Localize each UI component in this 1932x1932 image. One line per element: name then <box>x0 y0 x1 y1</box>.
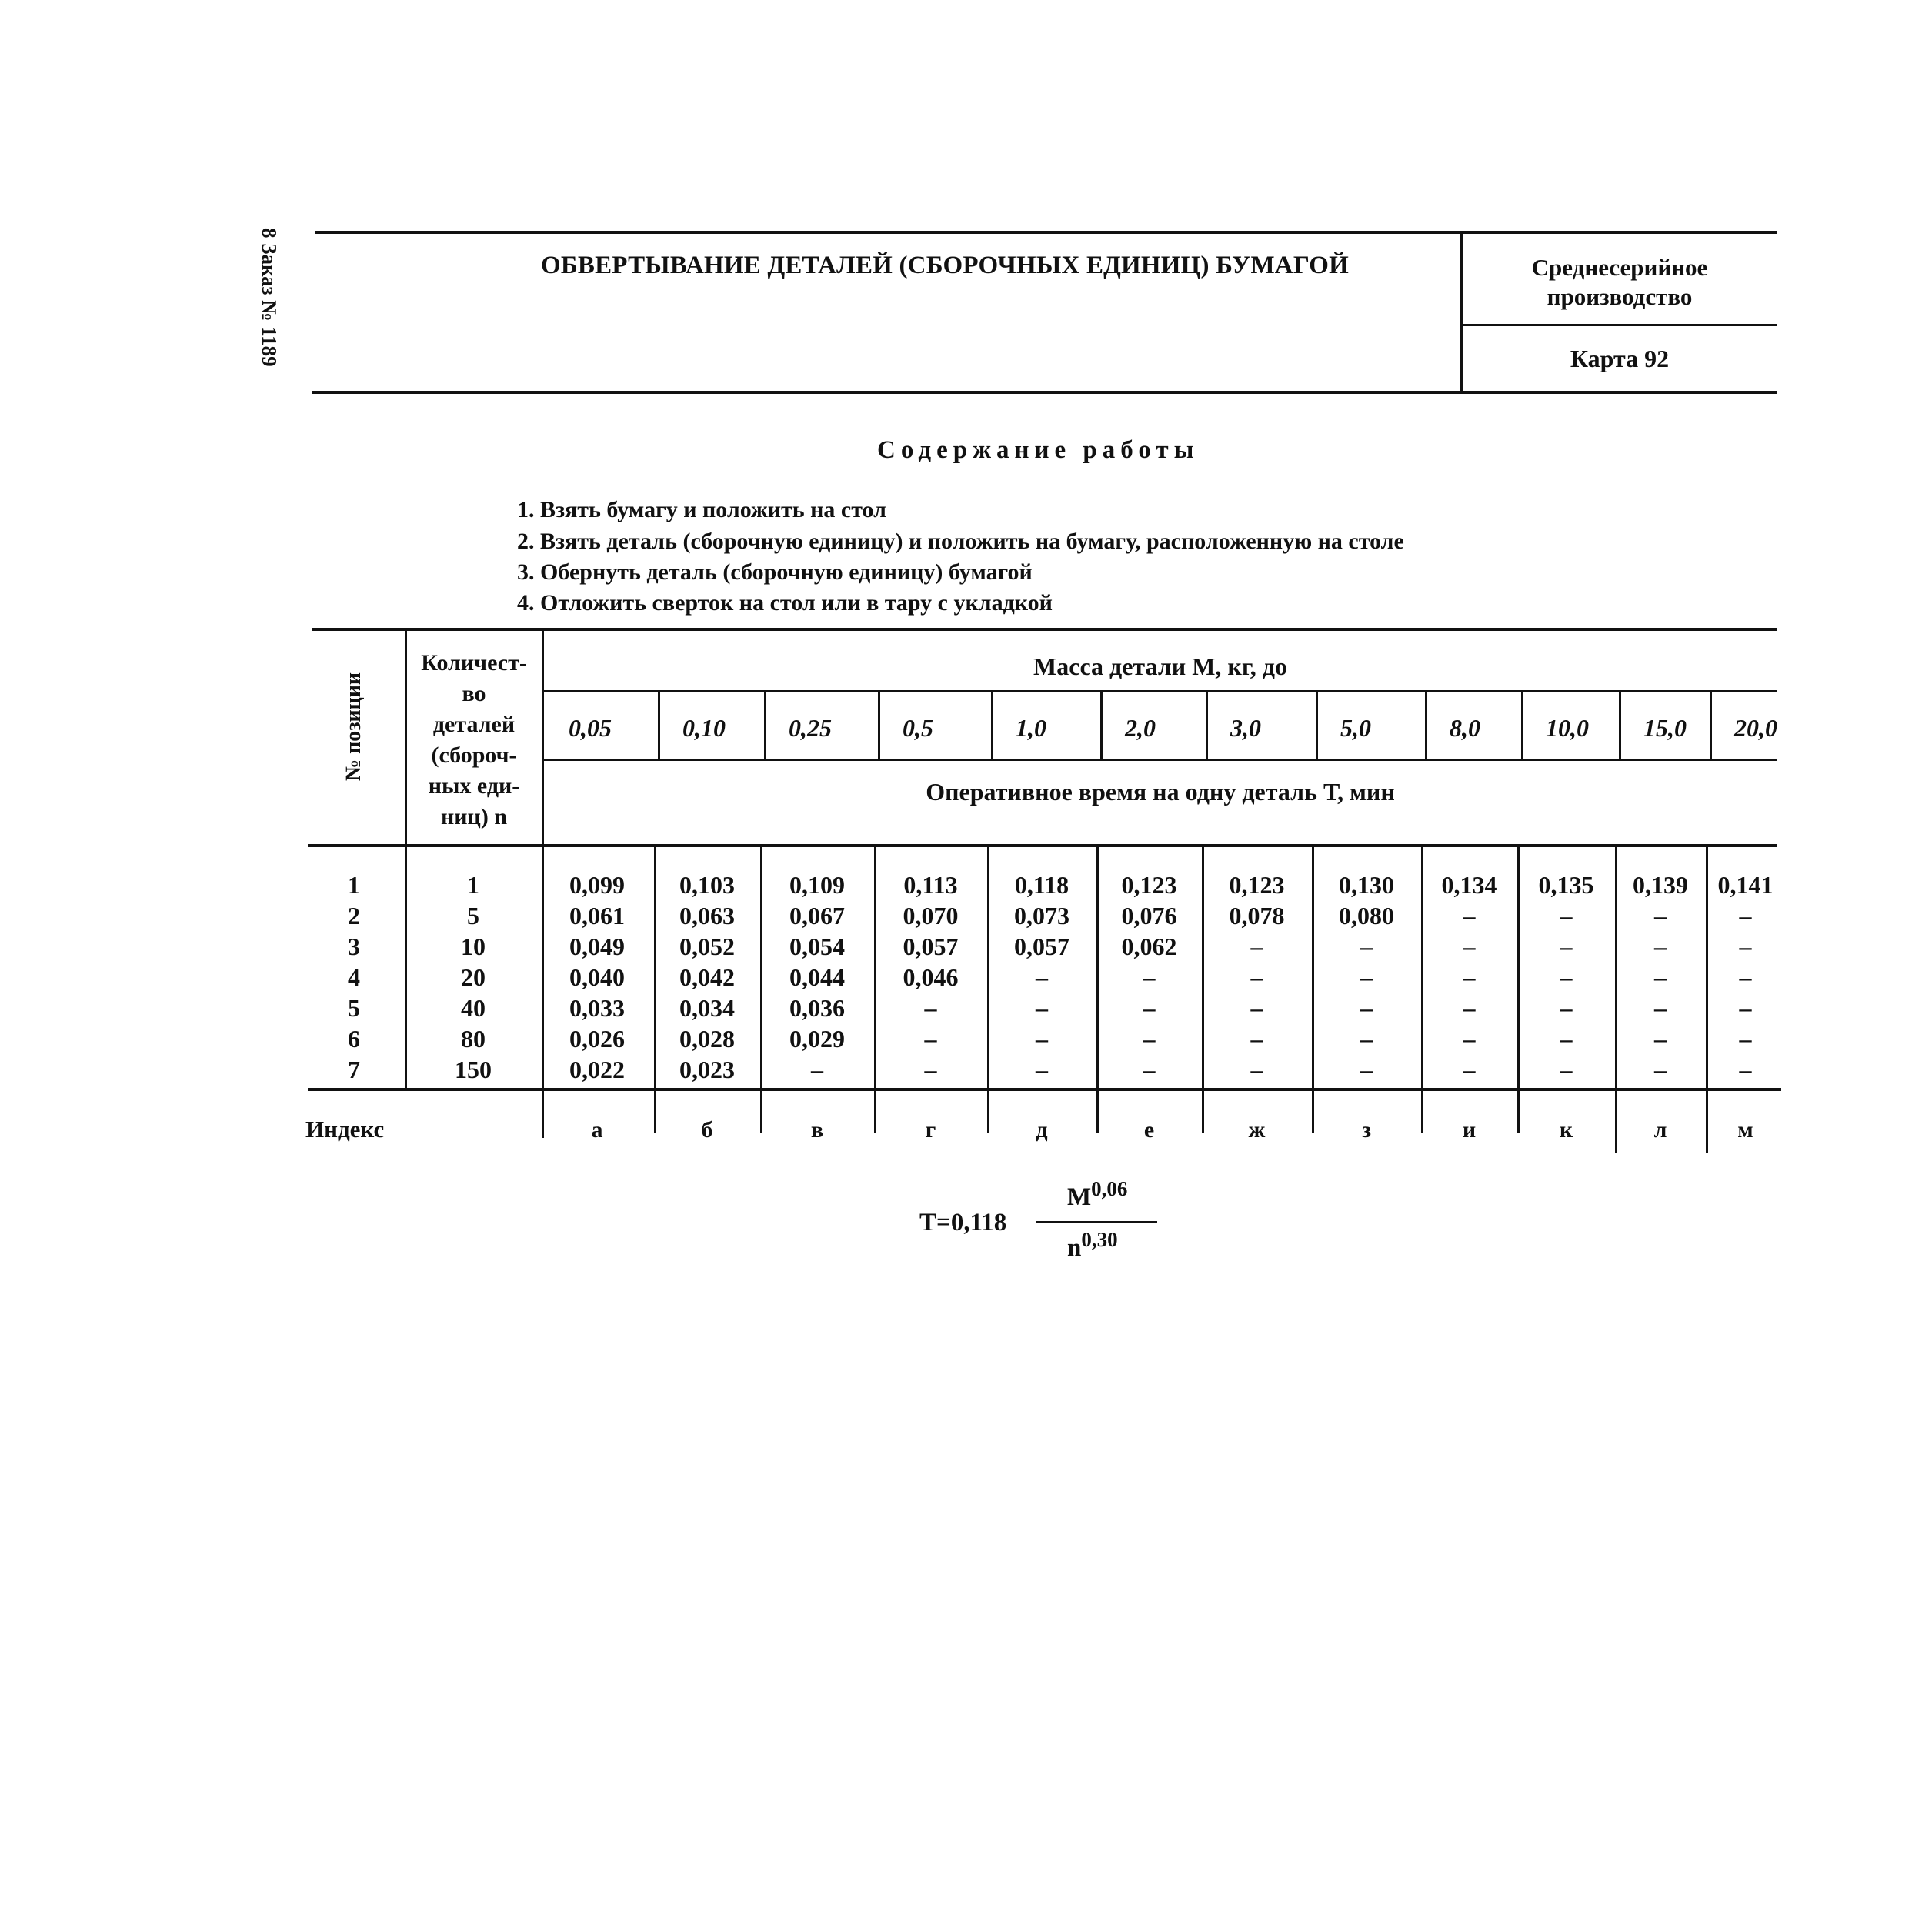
time-value: 0,067 <box>789 902 845 929</box>
position-number: 5 <box>348 994 360 1022</box>
mass-value: 0,05 <box>569 714 612 742</box>
time-value: 0,023 <box>679 1056 735 1083</box>
time-value: 0,062 <box>1121 933 1177 960</box>
time-value: – <box>1360 933 1373 960</box>
time-value: – <box>1654 933 1667 960</box>
mass-value: 15,0 <box>1643 714 1687 742</box>
time-value: – <box>1036 1025 1048 1053</box>
index-letter: и <box>1462 1117 1477 1143</box>
time-column <box>1096 869 1202 1085</box>
time-value: – <box>1560 1056 1573 1083</box>
production-type-line2: производство <box>1547 283 1693 310</box>
time-column <box>760 869 874 1085</box>
index-letter: з <box>1361 1117 1372 1143</box>
time-value: – <box>1463 933 1476 960</box>
time-value: – <box>1560 994 1573 1022</box>
position-number: 1 <box>348 871 360 899</box>
mass-value: 0,25 <box>789 714 832 742</box>
index-letter: м <box>1737 1117 1753 1143</box>
work-step: 4. Отложить сверток на стол или в тару с укладкой <box>517 590 1053 616</box>
time-value: – <box>1463 994 1476 1022</box>
time-value: – <box>1463 1056 1476 1083</box>
mass-value: 0,5 <box>903 714 933 742</box>
time-value: – <box>1739 1056 1752 1083</box>
time-value: 0,054 <box>789 933 845 960</box>
time-value: 0,139 <box>1633 871 1688 899</box>
index-letter: д <box>1036 1117 1048 1143</box>
time-column <box>1202 869 1312 1085</box>
time-value: – <box>1560 933 1573 960</box>
time-value: – <box>1654 963 1667 991</box>
time-value: – <box>1143 963 1156 991</box>
index-letter: в <box>810 1117 824 1143</box>
work-step: 1. Взять бумагу и положить на стол <box>517 497 886 522</box>
time-value: – <box>924 1025 937 1053</box>
position-number: 6 <box>348 1025 360 1053</box>
quantity-number: 40 <box>461 994 486 1022</box>
time-value: – <box>1560 963 1573 991</box>
time-value: – <box>1250 933 1263 960</box>
position-column-header: № позиции <box>342 672 365 781</box>
time-value: – <box>1739 1025 1752 1053</box>
index-letter: к <box>1559 1117 1573 1143</box>
time-value: 0,022 <box>569 1056 625 1083</box>
time-value: 0,036 <box>789 994 845 1022</box>
quantity-column-header: Количест- во деталей (сбороч- ных еди- ниц) n <box>421 650 527 829</box>
position-number: 4 <box>348 963 360 991</box>
time-value: 0,080 <box>1339 902 1394 929</box>
time-value: – <box>1654 1025 1667 1053</box>
time-value: – <box>811 1056 823 1083</box>
mass-value: 1,0 <box>1016 714 1046 742</box>
time-value: 0,044 <box>789 963 845 991</box>
time-value: 0,103 <box>679 871 735 899</box>
time-value: 0,134 <box>1441 871 1497 899</box>
index-letter: е <box>1143 1117 1155 1143</box>
time-value: 0,052 <box>679 933 735 960</box>
quantity-number: 10 <box>461 933 486 960</box>
time-value: 0,028 <box>679 1025 735 1053</box>
time-value: 0,113 <box>903 871 958 899</box>
time-value: 0,130 <box>1339 871 1394 899</box>
time-value: 0,042 <box>679 963 735 991</box>
time-value: 0,040 <box>569 963 625 991</box>
time-value: – <box>1143 994 1156 1022</box>
time-value: 0,123 <box>1229 871 1285 899</box>
time-value: 0,057 <box>1014 933 1069 960</box>
time-value: – <box>1360 1056 1373 1083</box>
time-value: 0,109 <box>789 871 845 899</box>
time-column <box>1706 869 1785 1085</box>
time-value: 0,029 <box>789 1025 845 1053</box>
position-values <box>331 869 377 1085</box>
time-value: – <box>1250 994 1263 1022</box>
mass-value: 5,0 <box>1340 714 1371 742</box>
time-value: – <box>1739 963 1752 991</box>
mass-value: 2,0 <box>1125 714 1156 742</box>
document-title: ОБВЕРТЫВАНИЕ ДЕТАЛЕЙ (СБОРОЧНЫХ ЕДИНИЦ) БУМАГОЙ <box>541 252 1349 279</box>
index-letter: а <box>591 1117 603 1143</box>
position-number: 3 <box>348 933 360 960</box>
time-value: 0,046 <box>903 963 959 991</box>
work-step: 2. Взять деталь (сборочную единицу) и положить на бумагу, расположенную на столе <box>517 529 1404 554</box>
time-value: – <box>1463 963 1476 991</box>
time-column <box>1615 869 1706 1085</box>
time-value: – <box>1360 994 1373 1022</box>
time-value: 0,078 <box>1229 902 1285 929</box>
time-value: – <box>1036 963 1048 991</box>
time-value: – <box>1036 1056 1048 1083</box>
time-value: – <box>1739 933 1752 960</box>
time-value: – <box>924 994 937 1022</box>
time-value: 0,034 <box>679 994 735 1022</box>
quantity-values <box>431 869 516 1085</box>
time-value: 0,070 <box>903 902 959 929</box>
time-value: – <box>1250 963 1263 991</box>
mass-value: 0,10 <box>682 714 726 742</box>
time-value: – <box>1739 994 1752 1022</box>
mass-value: 8,0 <box>1450 714 1480 742</box>
index-letter: б <box>701 1117 713 1143</box>
time-column <box>1421 869 1517 1085</box>
time-header: Оперативное время на одну деталь Т, мин <box>926 778 1395 806</box>
card-number: Карта 92 <box>1570 345 1670 372</box>
time-value: 0,061 <box>569 902 625 929</box>
time-value: – <box>1250 1056 1263 1083</box>
position-number: 7 <box>348 1056 360 1083</box>
formula-lhs: T=0,118 <box>919 1209 1007 1236</box>
formula-numerator: M$^{0,06}$ <box>1067 1177 1128 1211</box>
time-column <box>1312 869 1421 1085</box>
time-value: – <box>1463 902 1476 929</box>
mass-value: 10,0 <box>1546 714 1589 742</box>
time-value: – <box>1360 1025 1373 1053</box>
time-value: – <box>1654 1056 1667 1083</box>
time-value: 0,123 <box>1121 871 1177 899</box>
time-value: – <box>1463 1025 1476 1053</box>
time-column <box>874 869 987 1085</box>
mass-value: 20,0 <box>1734 714 1777 742</box>
time-column <box>540 869 654 1085</box>
time-column <box>987 869 1096 1085</box>
quantity-number: 1 <box>467 871 479 899</box>
time-value: 0,076 <box>1121 902 1177 929</box>
time-value: 0,135 <box>1538 871 1594 899</box>
time-value: 0,073 <box>1014 902 1069 929</box>
work-step: 3. Обернуть деталь (сборочную единицу) бумагой <box>517 559 1033 585</box>
index-label: Индекс <box>305 1116 385 1143</box>
time-value: 0,118 <box>1014 871 1069 899</box>
production-type-line1: Среднесерийное <box>1531 254 1708 281</box>
time-value: – <box>1143 1025 1156 1053</box>
time-value: 0,063 <box>679 902 735 929</box>
time-value: 0,033 <box>569 994 625 1022</box>
time-value: – <box>1360 963 1373 991</box>
time-value: – <box>1250 1025 1263 1053</box>
index-letter: г <box>925 1117 936 1143</box>
time-value: – <box>1654 902 1667 929</box>
time-value: 0,099 <box>569 871 625 899</box>
formula-denominator: $n^{0,30}$ <box>1067 1228 1118 1262</box>
time-value: 0,049 <box>569 933 625 960</box>
index-letter: ж <box>1248 1117 1266 1143</box>
position-number: 2 <box>348 902 360 929</box>
time-value: 0,057 <box>903 933 959 960</box>
quantity-number: 20 <box>461 963 486 991</box>
quantity-number: 80 <box>461 1025 486 1053</box>
time-value: – <box>1143 1056 1156 1083</box>
time-value: – <box>924 1056 937 1083</box>
time-column <box>654 869 760 1085</box>
time-value: – <box>1560 1025 1573 1053</box>
mass-value: 3,0 <box>1230 714 1261 742</box>
index-letter: л <box>1653 1117 1667 1143</box>
time-value: – <box>1654 994 1667 1022</box>
quantity-number: 150 <box>455 1056 492 1083</box>
time-value: 0,026 <box>569 1025 625 1053</box>
time-value: – <box>1036 994 1048 1022</box>
time-column <box>1517 869 1615 1085</box>
time-value: 0,141 <box>1717 871 1774 899</box>
time-value: – <box>1739 902 1752 929</box>
time-value: – <box>1560 902 1573 929</box>
work-content-heading: Содержание работы <box>877 436 1200 464</box>
order-stamp: 8 Заказ № 1189 <box>258 228 281 367</box>
mass-header: Масса детали М, кг, до <box>1033 652 1287 680</box>
quantity-number: 5 <box>467 902 479 929</box>
